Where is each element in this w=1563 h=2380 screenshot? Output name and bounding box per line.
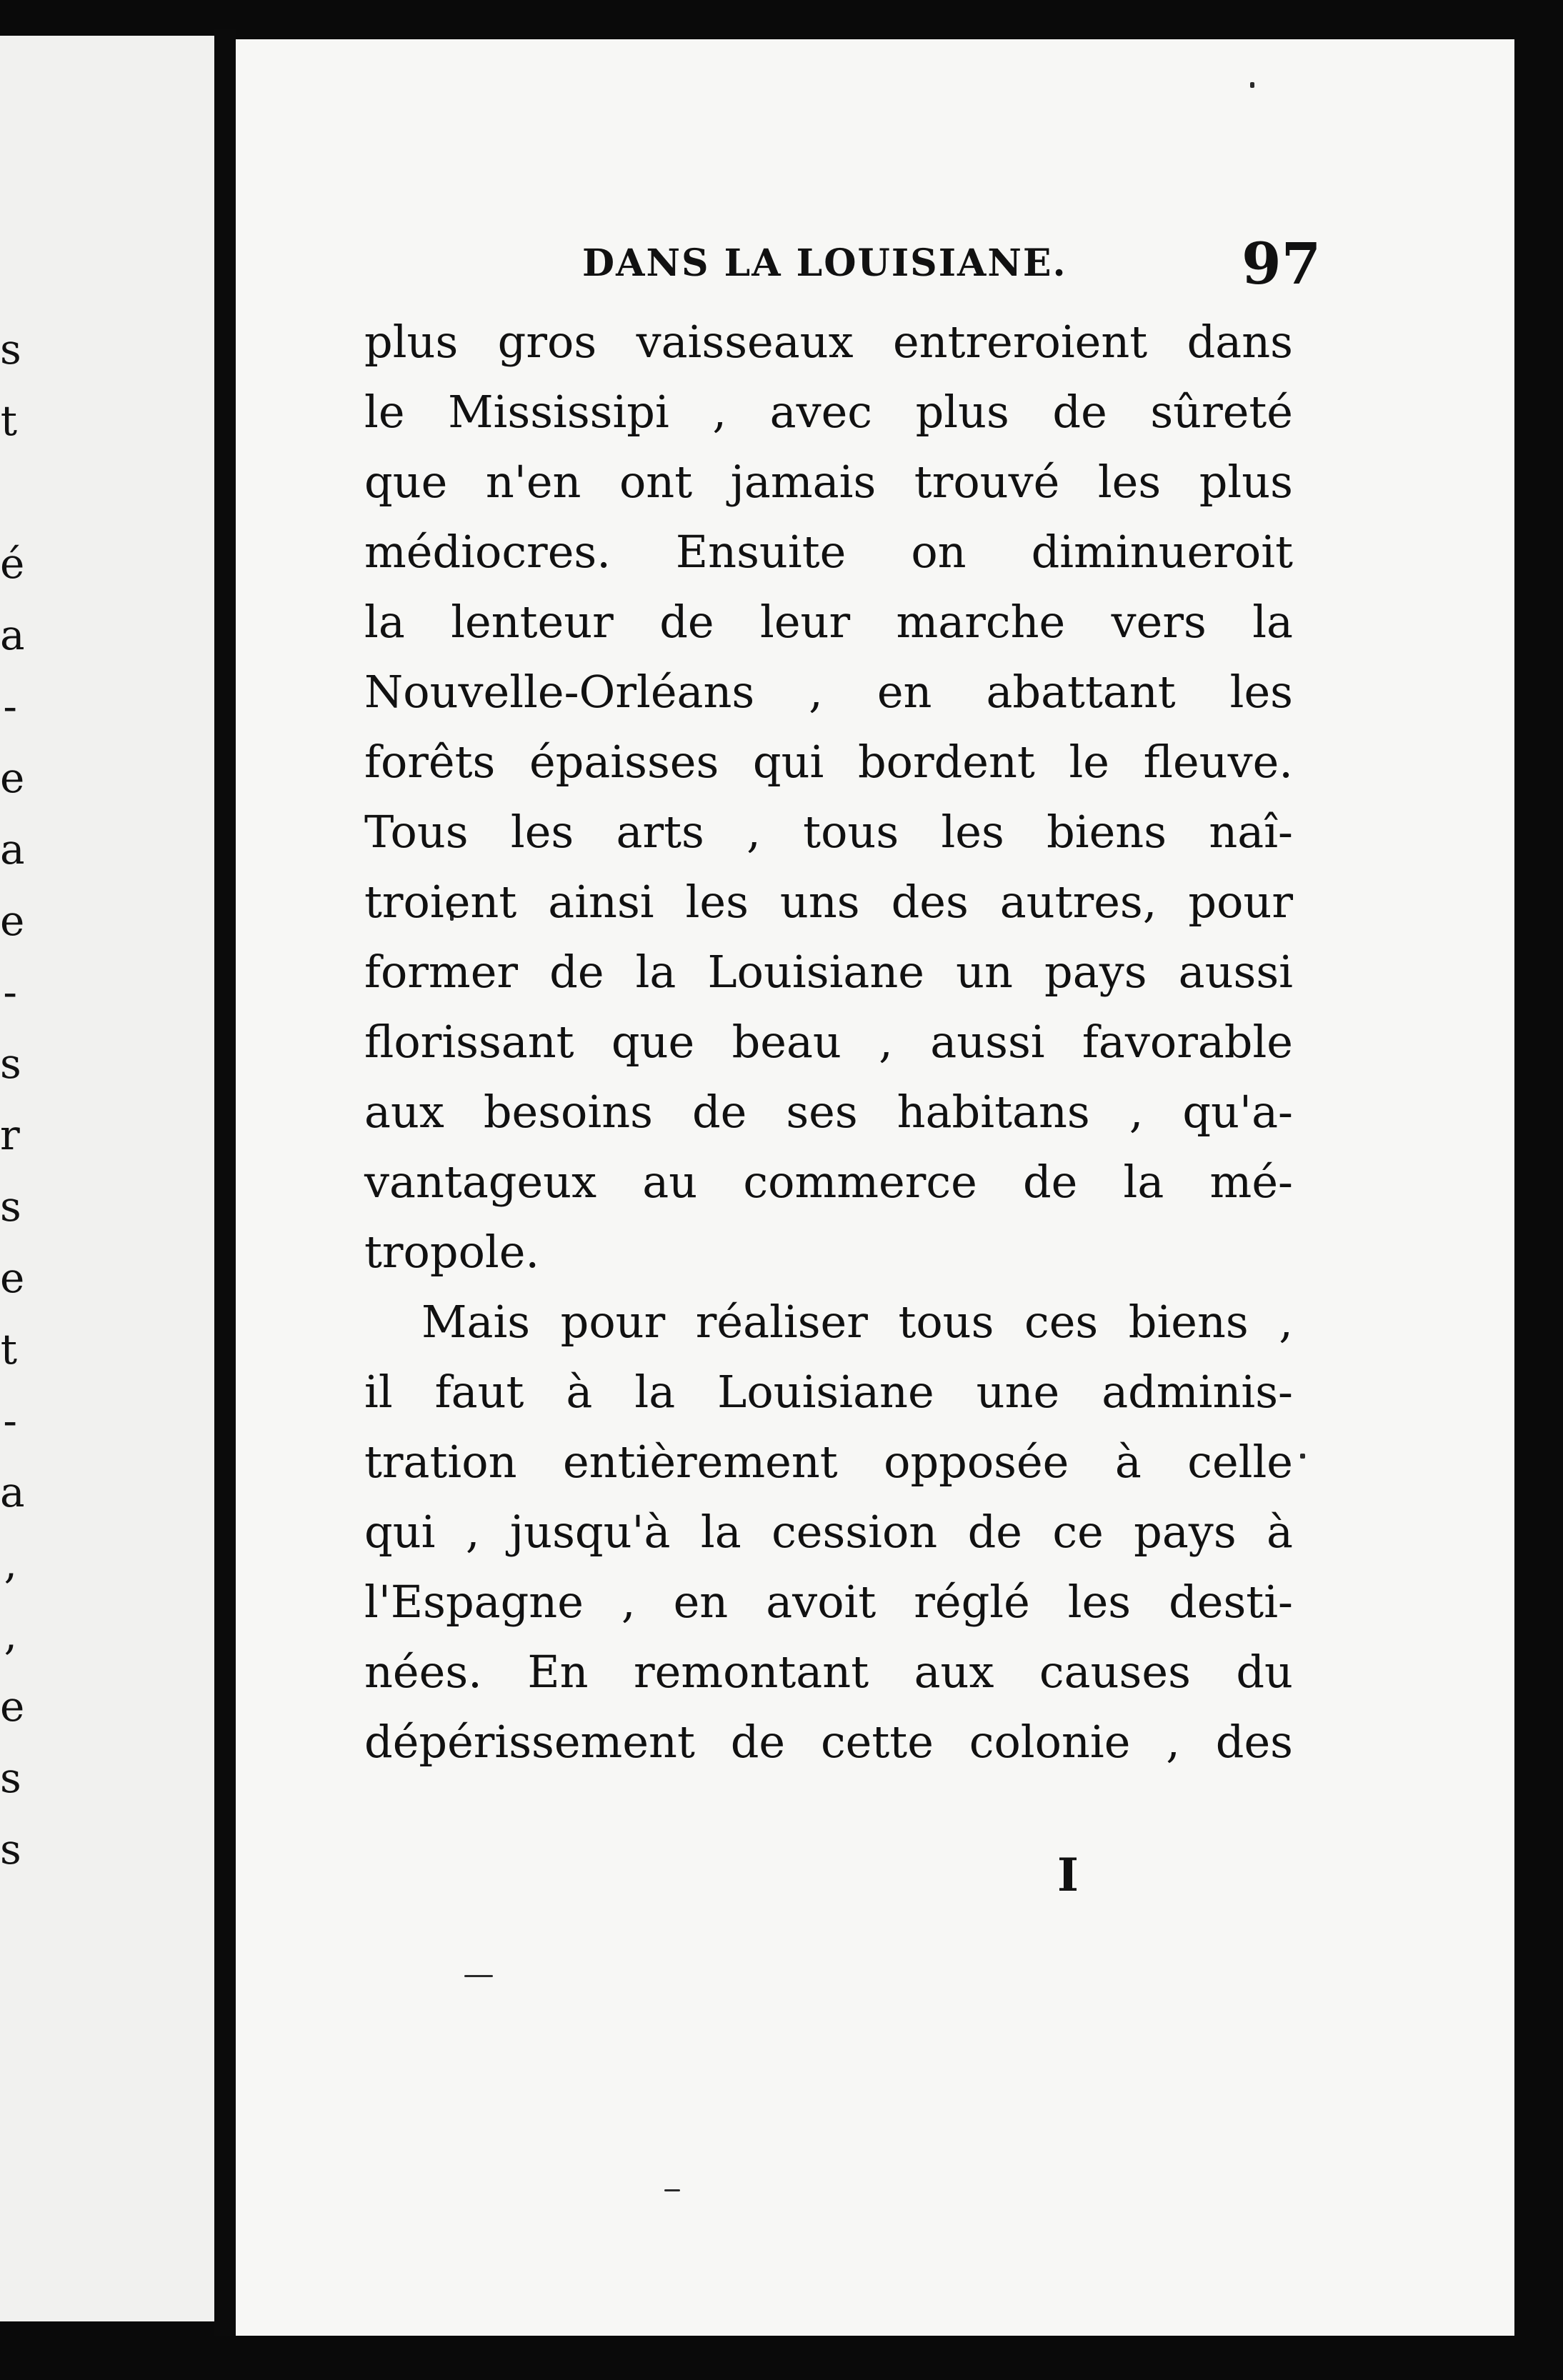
text-line: le Mississipi , avec plus de sûreté xyxy=(364,386,1293,438)
text-line: médiocres. Ensuite on diminueroit xyxy=(364,526,1293,578)
text-line: dépérissement de cette colonie , des xyxy=(364,1716,1293,1768)
text-line: troient ainsi les uns des autres, pour xyxy=(364,876,1293,928)
previous-page-char: s xyxy=(0,1754,21,1802)
previous-page-char: s xyxy=(0,1182,21,1231)
text-line: tropole. xyxy=(364,1226,540,1278)
previous-page-fragment xyxy=(0,36,214,2321)
book-gutter xyxy=(214,29,236,2336)
text-line: Tous les arts , tous les biens naî- xyxy=(364,806,1293,858)
text-line: Mais pour réaliser tous ces biens , xyxy=(421,1296,1293,1348)
paper-speck xyxy=(1250,82,1254,88)
text-line: former de la Louisiane un pays aussi xyxy=(364,946,1293,998)
previous-page-char: s xyxy=(0,325,21,374)
previous-page-char: t xyxy=(0,1325,17,1374)
text-line: forêts épaisses qui bordent le fleuve. xyxy=(364,736,1293,788)
previous-page-char: - xyxy=(3,968,17,1016)
text-line: l'Espagne , en avoit réglé les desti- xyxy=(364,1576,1293,1628)
previous-page-char: s xyxy=(0,1825,21,1874)
text-line: aux besoins de ses habitans , qu'a- xyxy=(364,1086,1293,1138)
body-text xyxy=(364,307,1293,1777)
text-line: florissant que beau , aussi favorable xyxy=(364,1016,1293,1068)
text-line: nées. En remontant aux causes du xyxy=(364,1646,1293,1698)
previous-page-char: e xyxy=(0,754,25,802)
text-line: la lenteur de leur marche vers la xyxy=(364,596,1293,648)
previous-page-char: - xyxy=(3,682,17,731)
signature-mark: I xyxy=(1057,1849,1079,1902)
previous-page-char: a xyxy=(0,825,25,874)
text-line: Nouvelle-Orléans , en abattant les xyxy=(364,666,1293,718)
previous-page-char: e xyxy=(0,1254,25,1302)
text-line: tration entièrement opposée à celle xyxy=(364,1436,1293,1488)
previous-page-char: a xyxy=(0,1468,25,1516)
running-head: DANS LA LOUISIANE. xyxy=(582,241,1067,285)
previous-page-char: , xyxy=(4,1611,17,1659)
text-line: vantageux au commerce de la mé- xyxy=(364,1156,1293,1208)
previous-page-char: e xyxy=(0,1682,25,1731)
previous-page-char: t xyxy=(0,396,17,445)
text-line: qui , jusqu'à la cession de ce pays à xyxy=(364,1506,1293,1558)
previous-page-char: , xyxy=(4,1539,17,1588)
previous-page-char: e xyxy=(0,896,25,945)
previous-page-char: é xyxy=(0,539,25,588)
paper-speck xyxy=(464,1975,493,1977)
paper-speck xyxy=(1300,1454,1305,1459)
paper-speck xyxy=(664,2189,680,2191)
text-line: que n'en ont jamais trouvé les plus xyxy=(364,456,1293,508)
text-line: il faut à la Louisiane une adminis- xyxy=(364,1366,1293,1418)
previous-page-char: s xyxy=(0,1039,21,1088)
page-header xyxy=(336,207,1322,297)
previous-page-char: r xyxy=(0,1111,20,1159)
previous-page-char: - xyxy=(3,1396,17,1445)
previous-page-char: a xyxy=(0,611,25,659)
page-number: 97 xyxy=(1242,230,1322,297)
text-line: plus gros vaisseaux entreroient dans xyxy=(364,316,1293,368)
